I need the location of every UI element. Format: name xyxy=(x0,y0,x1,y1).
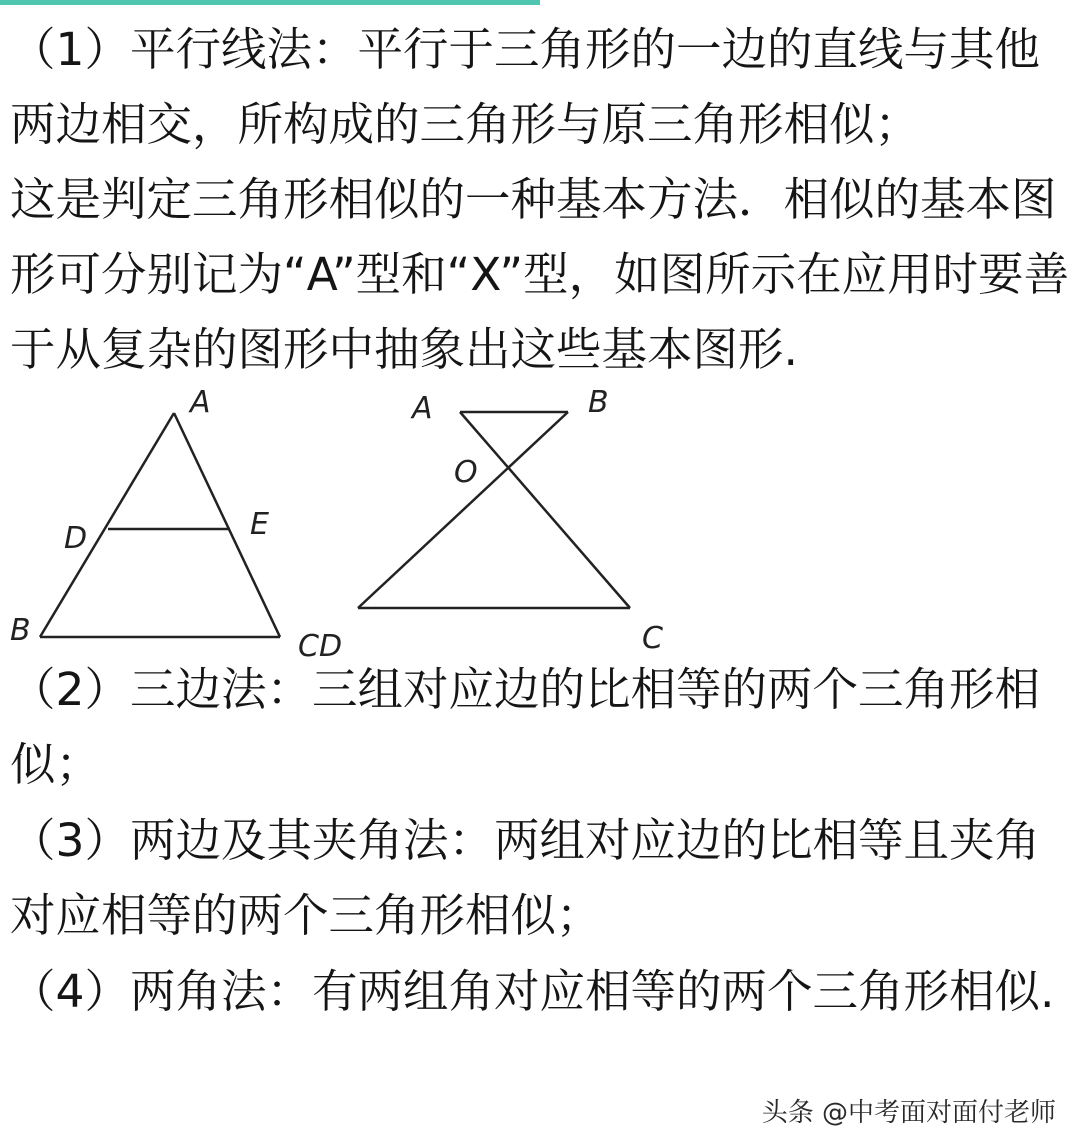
a-type-side-ab xyxy=(40,413,174,637)
x-type-figure xyxy=(358,412,630,608)
label-a-type-CD: CD xyxy=(298,629,343,663)
paragraph-three-sides-method: （2）三边法：三组对应边的比相等的两个三角形相似； xyxy=(10,663,1040,791)
label-a-type-E: E xyxy=(250,507,269,542)
x-type-line-a-c xyxy=(460,412,630,608)
label-a-type-B: B xyxy=(10,613,31,648)
paragraph-two-angles-method: （4）两角法：有两组角对应相等的两个三角形相似. xyxy=(10,965,1055,1018)
watermark-text: 头条 @中考面对面付老师 xyxy=(761,1098,1056,1128)
label-x-type-C: C xyxy=(642,621,663,656)
label-x-type-O: O xyxy=(454,455,478,490)
label-a-type-D: D xyxy=(64,521,88,556)
label-a-type-A: A xyxy=(190,385,211,420)
paragraph-two-sides-angle-method: （3）两边及其夹角法：两组对应边的比相等且夹角对应相等的两个三角形相似； xyxy=(10,814,1040,942)
label-x-type-B: B xyxy=(588,385,609,420)
top-accent-bar xyxy=(0,0,540,5)
label-x-type-A: A xyxy=(412,391,433,426)
paragraph-parallel-line-method: （1）平行线法：平行于三角形的一边的直线与其他两边相交，所构成的三角形与原三角形相似； 这是判定三角形相似的一种基本方法．相似的基本图形可分别记为“A”型和“X”型，如图所示在应用时要善于从复杂的图形中抽象出这些基本图形. xyxy=(10,23,1070,376)
similar-triangles-figure xyxy=(0,378,700,663)
x-type-line-b-d xyxy=(358,412,568,608)
